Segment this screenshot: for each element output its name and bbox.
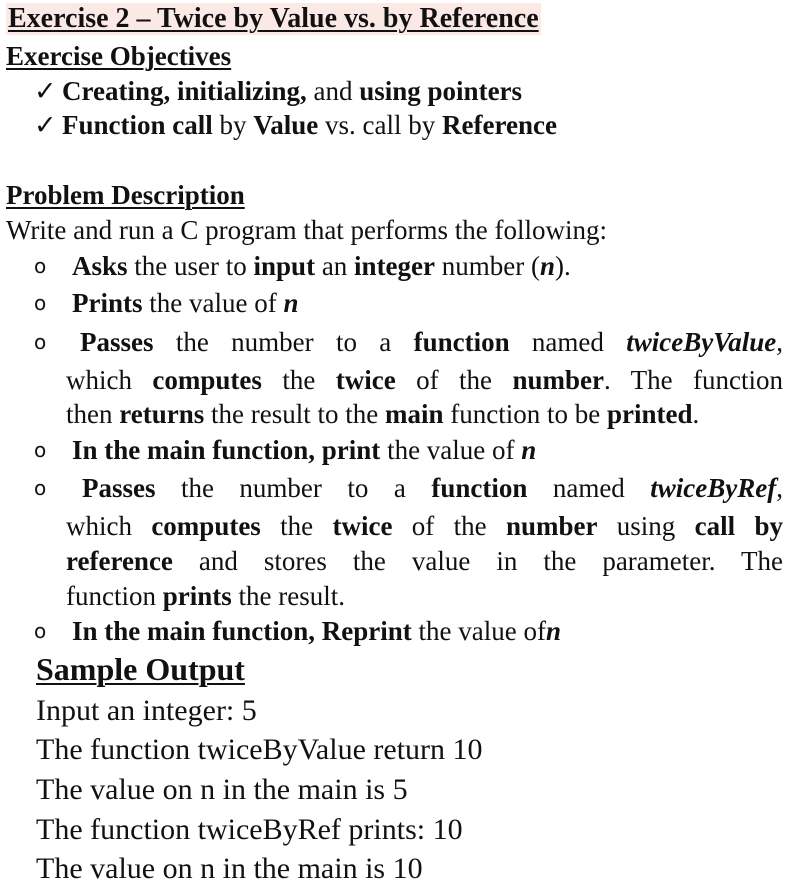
task-item: o In the main function, Reprint the value ofn bbox=[34, 616, 562, 646]
bullet-icon: o bbox=[34, 476, 47, 500]
objectives-heading: Exercise Objectives bbox=[6, 41, 232, 71]
sample-output-line: The function twiceByValue return 10 bbox=[36, 733, 483, 766]
task-item: Passes the number to a function named twiceByRef, bbox=[82, 473, 783, 503]
bullet-icon: o bbox=[34, 330, 47, 354]
bullet-icon: o bbox=[34, 619, 47, 643]
task-item: o Prints the value of n bbox=[34, 288, 299, 318]
sample-output-line: The value on n in the main is 10 bbox=[36, 852, 423, 885]
sample-output-line: The value on n in the main is 5 bbox=[36, 773, 408, 806]
task-item: o Asks the user to input an integer number (n). bbox=[34, 251, 571, 281]
bullet-icon: o bbox=[34, 438, 47, 462]
sample-output-heading: Sample Output bbox=[36, 651, 245, 687]
objective-item: ✓ Function call by Value vs. call by Reference bbox=[34, 110, 557, 140]
problem-intro: Write and run a C program that performs the following: bbox=[6, 215, 608, 245]
sample-output-line: The function twiceByRef prints: 10 bbox=[36, 813, 463, 846]
task-item-line: function prints the result. bbox=[66, 581, 345, 611]
bullet-icon: o bbox=[34, 291, 47, 315]
check-icon: ✓ bbox=[34, 76, 57, 106]
task-item-line: which computes the twice of the number using call by bbox=[66, 511, 783, 541]
task-item-line: which computes the twice of the number. The function bbox=[66, 365, 784, 395]
sample-output-line: Input an integer: 5 bbox=[36, 694, 257, 727]
task-item: o In the main function, print the value of n bbox=[34, 435, 537, 465]
objective-item: ✓ Creating, initializing, and using pointers bbox=[34, 76, 523, 106]
check-icon: ✓ bbox=[34, 110, 57, 140]
task-item-line: reference and stores the value in the parameter. The bbox=[66, 546, 783, 576]
problem-heading: Problem Description bbox=[6, 180, 245, 210]
bullet-icon: o bbox=[34, 254, 47, 278]
task-item-line: then returns the result to the main function to be printed. bbox=[66, 399, 700, 429]
task-item: Passes the number to a function named twiceByValue, bbox=[80, 327, 783, 357]
exercise-title: Exercise 2 – Twice by Value vs. by Reference bbox=[8, 3, 539, 34]
